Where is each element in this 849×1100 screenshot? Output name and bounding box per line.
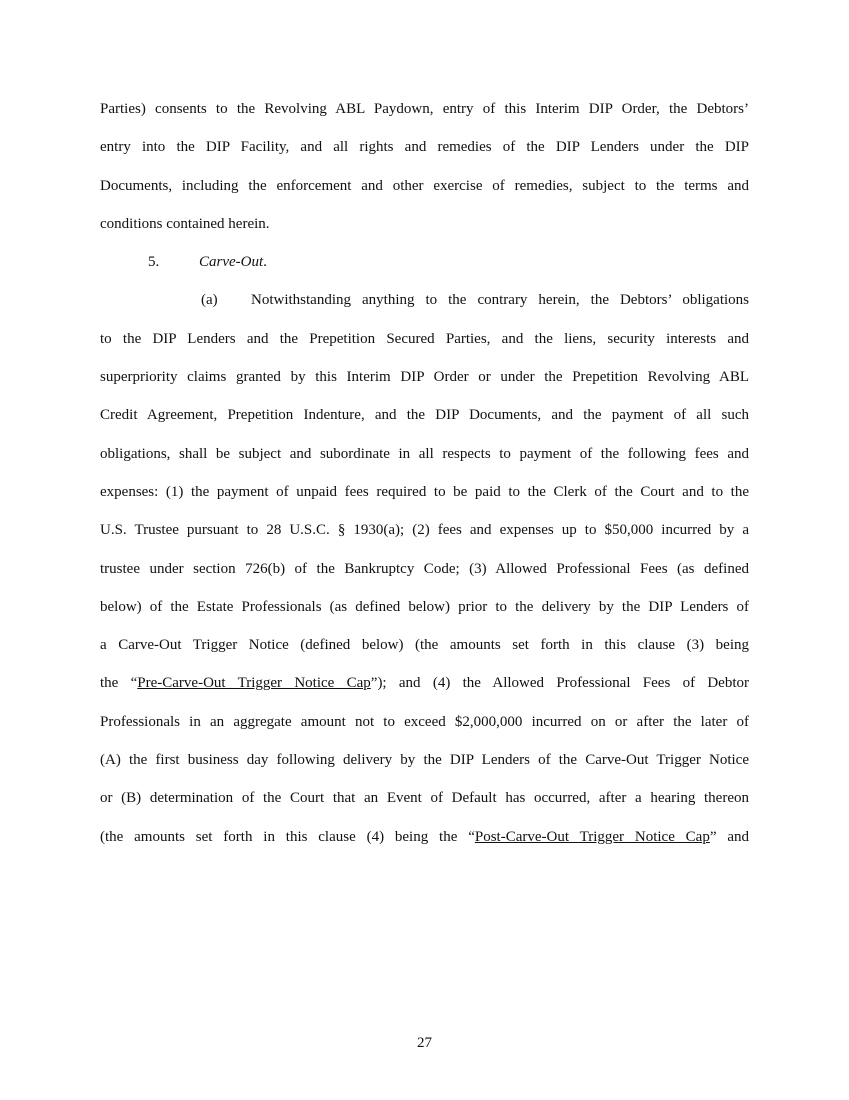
subparagraph-line: Credit Agreement, Prepetition Indenture, and the DIP Documents, and the payment of all such [100,407,749,424]
subparagraph-first-line [100,290,749,328]
subparagraph-line: trustee under section 726(b) of the Bankruptcy Code; (3) Allowed Professional Fees (as defined [100,560,749,577]
section-number: 5. [148,254,160,271]
pre-cap-before: the “ [100,675,138,692]
post-carve-out-cap-term: Post-Carve-Out Trigger Notice Cap [474,828,710,845]
paragraph-line: conditions contained herein. [100,215,270,232]
subparagraph-first-text: Notwithstanding anything to the contrary herein, the Debtors’ obligations [251,292,749,309]
post-cap-before: (the amounts set forth in this clause (4) being the “ [100,828,475,845]
subparagraph-line: a Carve-Out Trigger Notice (defined below) (the amounts set forth in this clause (3) being [100,637,749,654]
post-cap-line [100,827,749,865]
subparagraph-line: to the DIP Lenders and the Prepetition Secured Parties, and the liens, security interests and [100,330,749,347]
subparagraph-line: superpriority claims granted by this Interim DIP Order or under the Prepetition Revolving ABL [100,369,749,386]
subparagraph-line: U.S. Trustee pursuant to 28 U.S.C. § 1930(a); (2) fees and expenses up to $50,000 incurred by a [100,522,749,539]
section-heading [100,252,749,290]
subparagraph-label: (a) [201,292,218,309]
body-text [100,99,749,865]
subparagraph-line: below) of the Estate Professionals (as defined below) prior to the delivery by the DIP Lenders of [100,598,749,615]
subparagraph-line: (A) the first business day following delivery by the DIP Lenders of the Carve-Out Trigger Notice [100,752,749,769]
section-title: Carve-Out [199,254,264,271]
paragraph-line: Documents, including the enforcement and other exercise of remedies, subject to the terms and [100,177,749,194]
pre-carve-out-cap-term: Pre-Carve-Out Trigger Notice Cap [137,675,371,692]
subparagraph-line: obligations, shall be subject and subordinate in all respects to payment of the following fees and [100,445,749,462]
section-title-period: . [263,254,267,271]
pre-cap-line [100,673,749,711]
post-cap-after: ” and [709,828,749,845]
pre-cap-after: ”); and (4) the Allowed Professional Fees of Debtor [370,675,749,692]
subparagraph-line: or (B) determination of the Court that an Event of Default has occurred, after a hearing thereon [100,790,749,807]
subparagraph-line: Professionals in an aggregate amount not to exceed $2,000,000 incurred on or after the later of [100,713,749,730]
subparagraph-line: expenses: (1) the payment of unpaid fees required to be paid to the Clerk of the Court and to the [100,483,749,500]
paragraph-line: Parties) consents to the Revolving ABL Paydown, entry of this Interim DIP Order, the Debtors’ [100,101,749,117]
page-number: 27 [417,1035,432,1051]
paragraph-line: entry into the DIP Facility, and all rights and remedies of the DIP Lenders under the DIP [100,139,749,156]
